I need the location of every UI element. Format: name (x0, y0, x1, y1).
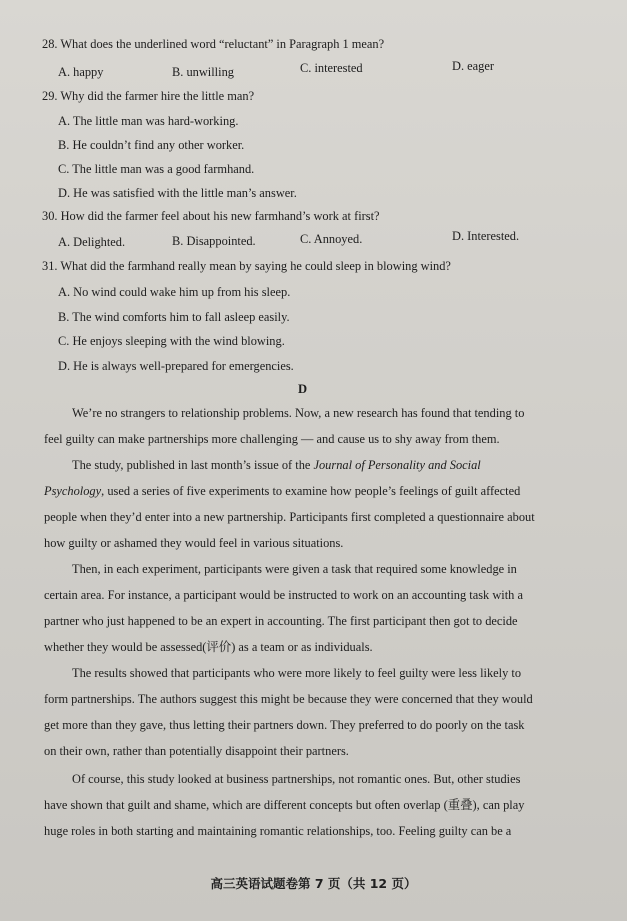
q29-option-d: D. He was satisfied with the little man’s answer. (58, 186, 297, 200)
p1-line-2: feel guilty can make partnerships more challenging — and cause us to shy away from them. (44, 432, 500, 446)
q29-option-a: A. The little man was hard-working. (58, 114, 239, 128)
p2-line-4: how guilty or ashamed they would feel in various situations. (44, 536, 344, 550)
p3-line-2: certain area. For instance, a participant would be instructed to work on an accounting task with a (44, 588, 523, 602)
p2-line-2-text: , used a series of five experiments to examine how people’s feelings of guilt affected (101, 484, 521, 498)
q31-option-c: C. He enjoys sleeping with the wind blowing. (58, 334, 285, 348)
q28-option-b: B. unwilling (172, 65, 234, 79)
p5-line-1: Of course, this study looked at business partnerships, not romantic ones. But, other studies (72, 772, 521, 786)
journal-title-part-1: Journal of Personality and Social (313, 458, 481, 472)
q30-option-c: C. Annoyed. (300, 232, 363, 246)
p5-line-3: huge roles in both starting and maintaining romantic relationships, too. Feeling guilty can be a (44, 824, 512, 838)
p2-line-2 (44, 483, 564, 499)
p2-line-3: people when they’d enter into a new partnership. Participants first completed a questionnaire about (44, 510, 535, 524)
p4-line-4: on their own, rather than potentially disappoint their partners. (44, 744, 349, 758)
question-31: 31. What did the farmhand really mean by saying he could sleep in blowing wind? (42, 259, 451, 273)
q30-option-b: B. Disappointed. (172, 234, 256, 248)
p4-line-3: get more than they gave, thus letting their partners down. They preferred to do poorly on the task (44, 718, 525, 732)
q31-option-a: A. No wind could wake him up from his sleep. (58, 285, 291, 299)
q30-option-a: A. Delighted. (58, 235, 126, 249)
section-heading: D (298, 382, 308, 396)
p2-line-1 (72, 457, 592, 473)
q31-option-d: D. He is always well-prepared for emergencies. (58, 359, 294, 373)
p4-line-1: The results showed that participants who were more likely to feel guilty were less likely to (72, 666, 522, 680)
journal-title-part-2: Psychology (44, 484, 102, 498)
q29-option-b: B. He couldn’t find any other worker. (58, 138, 245, 152)
p2-line-1-text: The study, published in last month’s issue of the (72, 458, 314, 472)
page-footer: 高三英语试题卷第 7 页（共 12 页） (210, 876, 417, 891)
question-28: 28. What does the underlined word “reluctant” in Paragraph 1 mean? (42, 37, 385, 51)
q29-option-c: C. The little man was a good farmhand. (58, 162, 255, 176)
q30-option-d: D. Interested. (452, 229, 520, 243)
p3-line-3: partner who just happened to be an expert in accounting. The first participant then got to decide (44, 614, 518, 628)
q28-option-c: C. interested (300, 61, 363, 75)
p3-line-1: Then, in each experiment, participants were given a task that required some knowledge in (72, 562, 517, 576)
question-29: 29. Why did the farmer hire the little man? (42, 89, 255, 103)
q28-option-d: D. eager (452, 59, 494, 73)
q31-option-b: B. The wind comforts him to fall asleep easily. (58, 310, 290, 324)
p4-line-2: form partnerships. The authors suggest this might be because they were concerned that they would (44, 692, 533, 706)
p5-line-2: have shown that guilt and shame, which are different concepts but often overlap (重叠), can play (44, 798, 525, 812)
p3-line-4: whether they would be assessed(评价) as a team or as individuals. (44, 640, 373, 654)
q28-option-a: A. happy (58, 65, 104, 79)
p1-line-1: We’re no strangers to relationship problems. Now, a new research has found that tending to (72, 406, 525, 420)
question-30: 30. How did the farmer feel about his new farmhand’s work at first? (42, 209, 380, 223)
